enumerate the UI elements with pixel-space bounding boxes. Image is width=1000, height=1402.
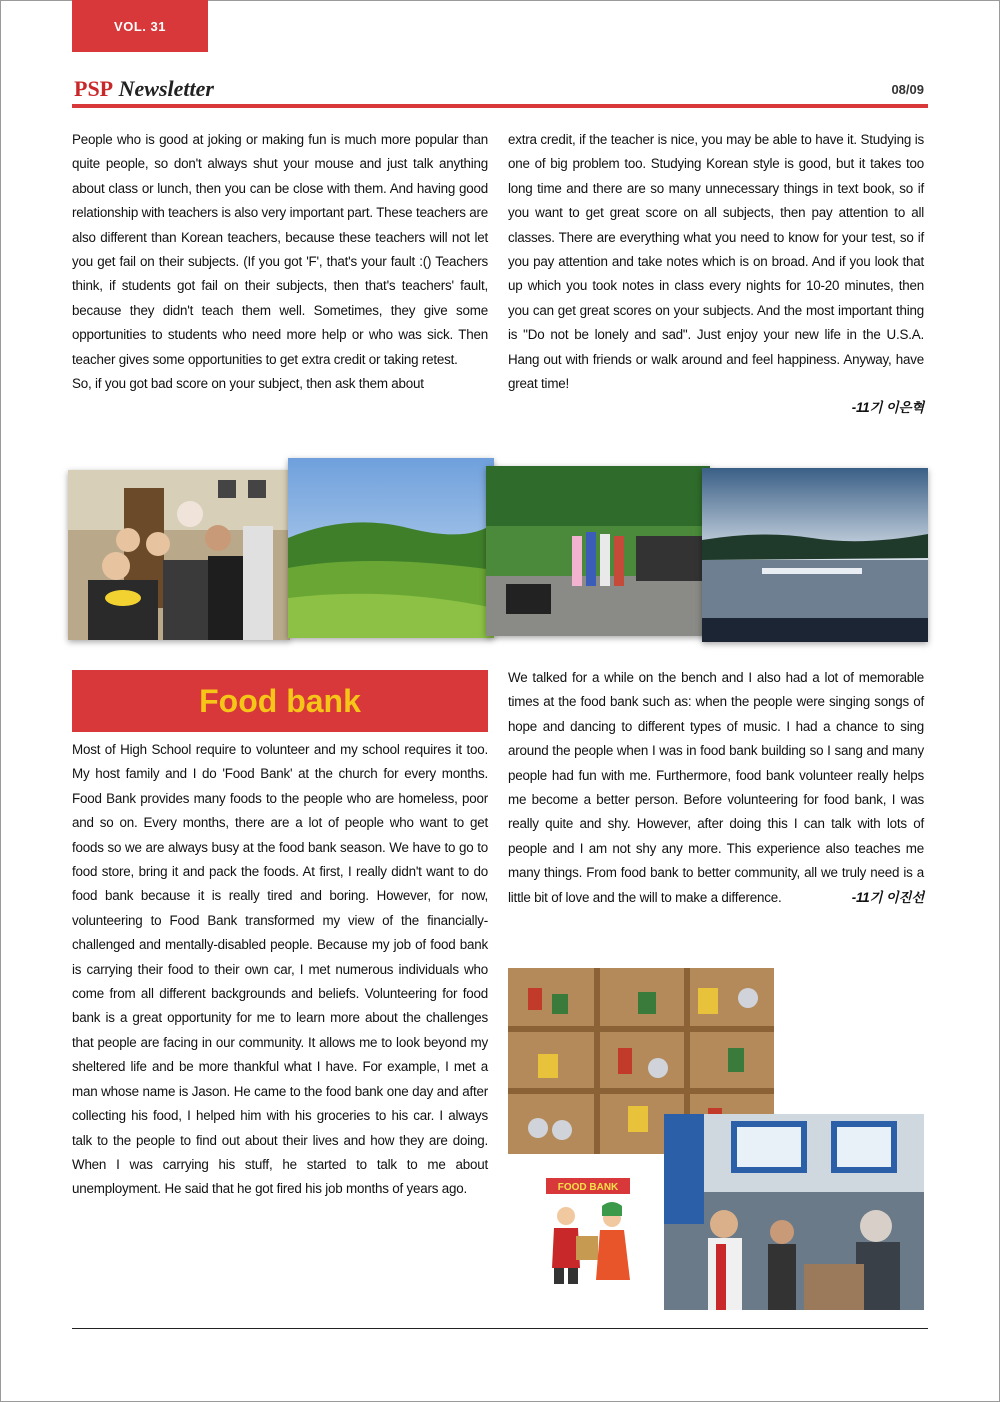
newsletter-title: Newsletter — [118, 76, 214, 101]
photo-strip — [62, 458, 932, 644]
photo-road-friends — [486, 466, 710, 636]
article1-signature: -11기 이은혁 — [851, 400, 924, 416]
header-rule — [72, 104, 928, 108]
footer-rule — [72, 1328, 928, 1329]
article1-column-left — [72, 128, 488, 396]
masthead — [74, 76, 214, 102]
clipart-sign-text: FOOD BANK — [557, 1182, 619, 1193]
brand-name: PSP — [74, 76, 114, 101]
food-bank-paragraph: Most of High School require to volunteer and my school requires it too. My host family and I do 'Food Bank' at the church for every months. Food Bank provides many foods to the people who are homeless, poor and so on. Every months, there are a lot of people who want to get foods so we are always busy at the food bank season. We have to go to food store, bring it and pack the foods. At first, I really didn't want to do food bank because it is really tired and boring. However, for now, volunteering to Food Bank transformed my view of the financially-challenged and mentally-disabled people. Because my job of food bank is carrying their food to their own car, I met numerous individuals who come from all different backgrounds and beliefs. Volunteering for food bank is a great opportunity for me to learn more about the challenges that people are facing in our community. It allows me to look beyond my sheltered life and be more thankful what I have. For example, I met a man whose name is Jason. He came to the food bank one day and after collecting his food, I helped him with his groceries to his car. I always talk to the people to find out about their lives and how they are doing. When I was carrying his stuff, he started to talk to me about unemployment. He said that he got fired his job months of years ago. — [72, 742, 488, 1197]
food-bank-column-right — [508, 666, 924, 910]
volume-tab: VOL. 31 — [72, 0, 208, 52]
photo-group-friends — [68, 470, 290, 640]
article1-column-right — [508, 128, 924, 421]
food-bank-heading: Food bank — [72, 670, 488, 732]
photo-green-hills — [288, 458, 494, 638]
food-bank-signature: -11기 이진선 — [851, 890, 924, 906]
food-bank-column-left — [72, 738, 488, 1202]
article1-paragraph: People who is good at joking or making fun is much more popular than quite people, so don't always shut your mouse and just talk anything about class or lunch, then you can be close with them. And having good relationship with teachers is also very important part. These teachers are also different than Korean teachers, because these teachers will not let you get fail on their subjects. (If you got 'F', that's your fault :() Teachers think, if students got fail on their subjects, then that's teachers' fault, because they didn't teach them well. Sometimes, they give some opportunities to students who need more help or who was sick. Then teacher gives some opportunities to get extra credit or taking retest. — [72, 132, 488, 367]
article1-paragraph: So, if you got bad score on your subject, then ask them about — [72, 376, 424, 392]
photo-volunteers — [664, 1114, 924, 1310]
food-bank-paragraph: We talked for a while on the bench and I also had a lot of memorable times at the food bank such as: when the people were singing songs of hope and dancing to different types of music. I had a chance to sing around the people when I was in food bank building so I sang and many people had fun with me. Furthermore, food bank volunteer really helps me become a better person. Before volunteering for food bank, I was really quite and shy. However, after doing this I can talk with lots of people and I am not shy any more. This experience also teaches me many things. From food bank to better community, all we truly need is a little bit of love and the will to make a difference. — [508, 670, 924, 905]
food-bank-clipart — [536, 1176, 640, 1288]
photo-lake-sunset — [702, 468, 928, 642]
article1-paragraph: extra credit, if the teacher is nice, you may be able to have it. Studying is one of big problem too. Studying Korean style is good, but it takes too long time and there are so many unnecessary things in text book, so if you want to get great score on all subjects, then pay attention to all classes. There are everything what you need to know for your test, so if you pay attention and take notes which is on broad. And if you look that up which you took notes in class every nights for 10-20 minutes, then you can get great scores on your subjects. And the most important thing is "Do not be lonely and sad". Just enjoy your new life in the U.S.A. Hang out with friends or walk around and feel happiness. Anyway, have great time! — [508, 132, 924, 392]
issue-date: 08/09 — [891, 82, 924, 97]
